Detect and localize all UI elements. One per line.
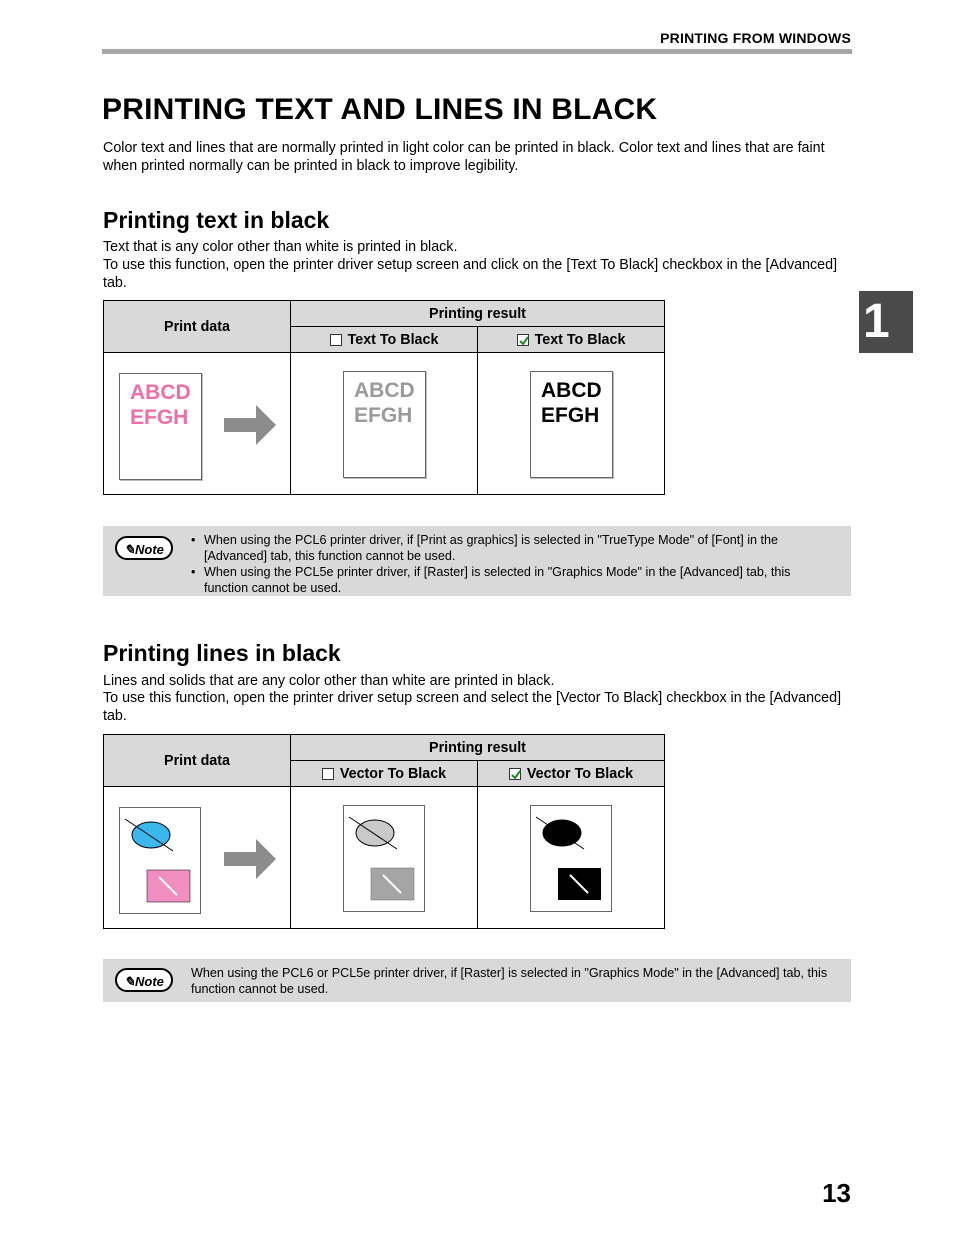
sample-line2: EFGH <box>541 404 600 427</box>
sample-line2: EFGH <box>130 406 189 429</box>
option-checked-label: Text To Black <box>534 331 626 348</box>
vector-to-black-table <box>103 734 665 929</box>
sample-line2: EFGH <box>354 404 413 427</box>
note-box-text <box>103 526 851 596</box>
sample-line1: ABCD <box>130 381 191 404</box>
sample-line1: ABCD <box>354 379 415 402</box>
result-checked-cell <box>478 353 665 495</box>
page-title: PRINTING TEXT AND LINES IN BLACK <box>102 93 658 126</box>
page-number: 13 <box>822 1178 851 1208</box>
print-data-cell <box>104 787 291 929</box>
option-unchecked-label: Text To Black <box>347 331 439 348</box>
sample-text-gray <box>354 378 415 428</box>
unchecked-checkbox-icon <box>330 334 342 346</box>
option-checked <box>478 327 665 353</box>
text-to-black-table <box>103 300 665 495</box>
arrow-right-icon <box>224 839 278 879</box>
print-data-cell <box>104 353 291 495</box>
pencil-icon: ✎ <box>124 542 135 557</box>
result-unchecked-cell <box>291 353 478 495</box>
option-unchecked-label: Vector To Black <box>339 765 447 782</box>
sample-text-color <box>130 380 191 430</box>
result-checked-cell <box>478 787 665 929</box>
note-badge <box>115 968 173 992</box>
result-paper-gray-shapes <box>343 805 426 913</box>
sample-line1: ABCD <box>541 379 602 402</box>
section-heading-text: Printing text in black <box>103 207 330 233</box>
col-print-data: Print data <box>104 735 291 787</box>
checked-checkbox-icon <box>517 334 529 346</box>
pencil-icon: ✎ <box>124 974 135 989</box>
result-unchecked-cell <box>291 787 478 929</box>
arrow-right-icon <box>224 405 278 445</box>
result-paper-black <box>530 371 613 478</box>
option-unchecked <box>291 327 478 353</box>
col-printing-result: Printing result <box>291 301 665 327</box>
note-list <box>191 532 831 596</box>
note-item: • When using the PCL5e printer driver, if [Raster] is selected in "Graphics Mode" in the [Advanced] tab, this function cannot be used. <box>191 564 831 596</box>
col-print-data: Print data <box>104 301 291 353</box>
source-paper-shapes <box>119 807 202 915</box>
intro-paragraph: Color text and lines that are normally printed in light color can be printed in black. Color text and lines that are faint when printed normally can be printed in black to improve legibility. <box>103 140 825 174</box>
lines-section-para1: Lines and solids that are any color other than white are printed in black. <box>103 673 555 689</box>
text-section-para1: Text that is any color other than white is printed in black. <box>103 239 458 255</box>
sample-text-black <box>541 378 602 428</box>
source-paper <box>119 373 202 480</box>
text-section-para2: To use this function, open the printer driver setup screen and click on the [Text To Black] checkbox in the [Advanced] tab. <box>103 257 838 291</box>
option-checked <box>478 761 665 787</box>
note-badge-label: Note <box>135 542 164 557</box>
unchecked-checkbox-icon <box>322 768 334 780</box>
running-header: PRINTING FROM WINDOWS <box>660 30 851 46</box>
option-unchecked <box>291 761 478 787</box>
note-item: • When using the PCL6 printer driver, if [Print as graphics] is selected in "TrueType Mode" of [Font] in the [Advanced] tab, this function cannot be used. <box>191 532 831 564</box>
header-rule <box>102 49 852 54</box>
note-badge <box>115 536 173 560</box>
note-text: When using the PCL6 or PCL5e printer driver, if [Raster] is selected in "Graphics Mode" in the [Advanced] tab, this function cannot be used. <box>191 966 828 996</box>
result-paper-black-shapes <box>530 805 613 913</box>
section-heading-lines: Printing lines in black <box>103 640 341 666</box>
note-badge-label: Note <box>135 974 164 989</box>
lines-section-para2: To use this function, open the printer driver setup screen and select the [Vector To Black] checkbox in the [Advanced] tab. <box>103 690 842 724</box>
chapter-tab: 1 <box>859 291 913 353</box>
checked-checkbox-icon <box>509 768 521 780</box>
result-paper-gray <box>343 371 426 478</box>
note-box-lines <box>103 959 851 1002</box>
option-checked-label: Vector To Black <box>526 765 634 782</box>
col-printing-result: Printing result <box>291 735 665 761</box>
